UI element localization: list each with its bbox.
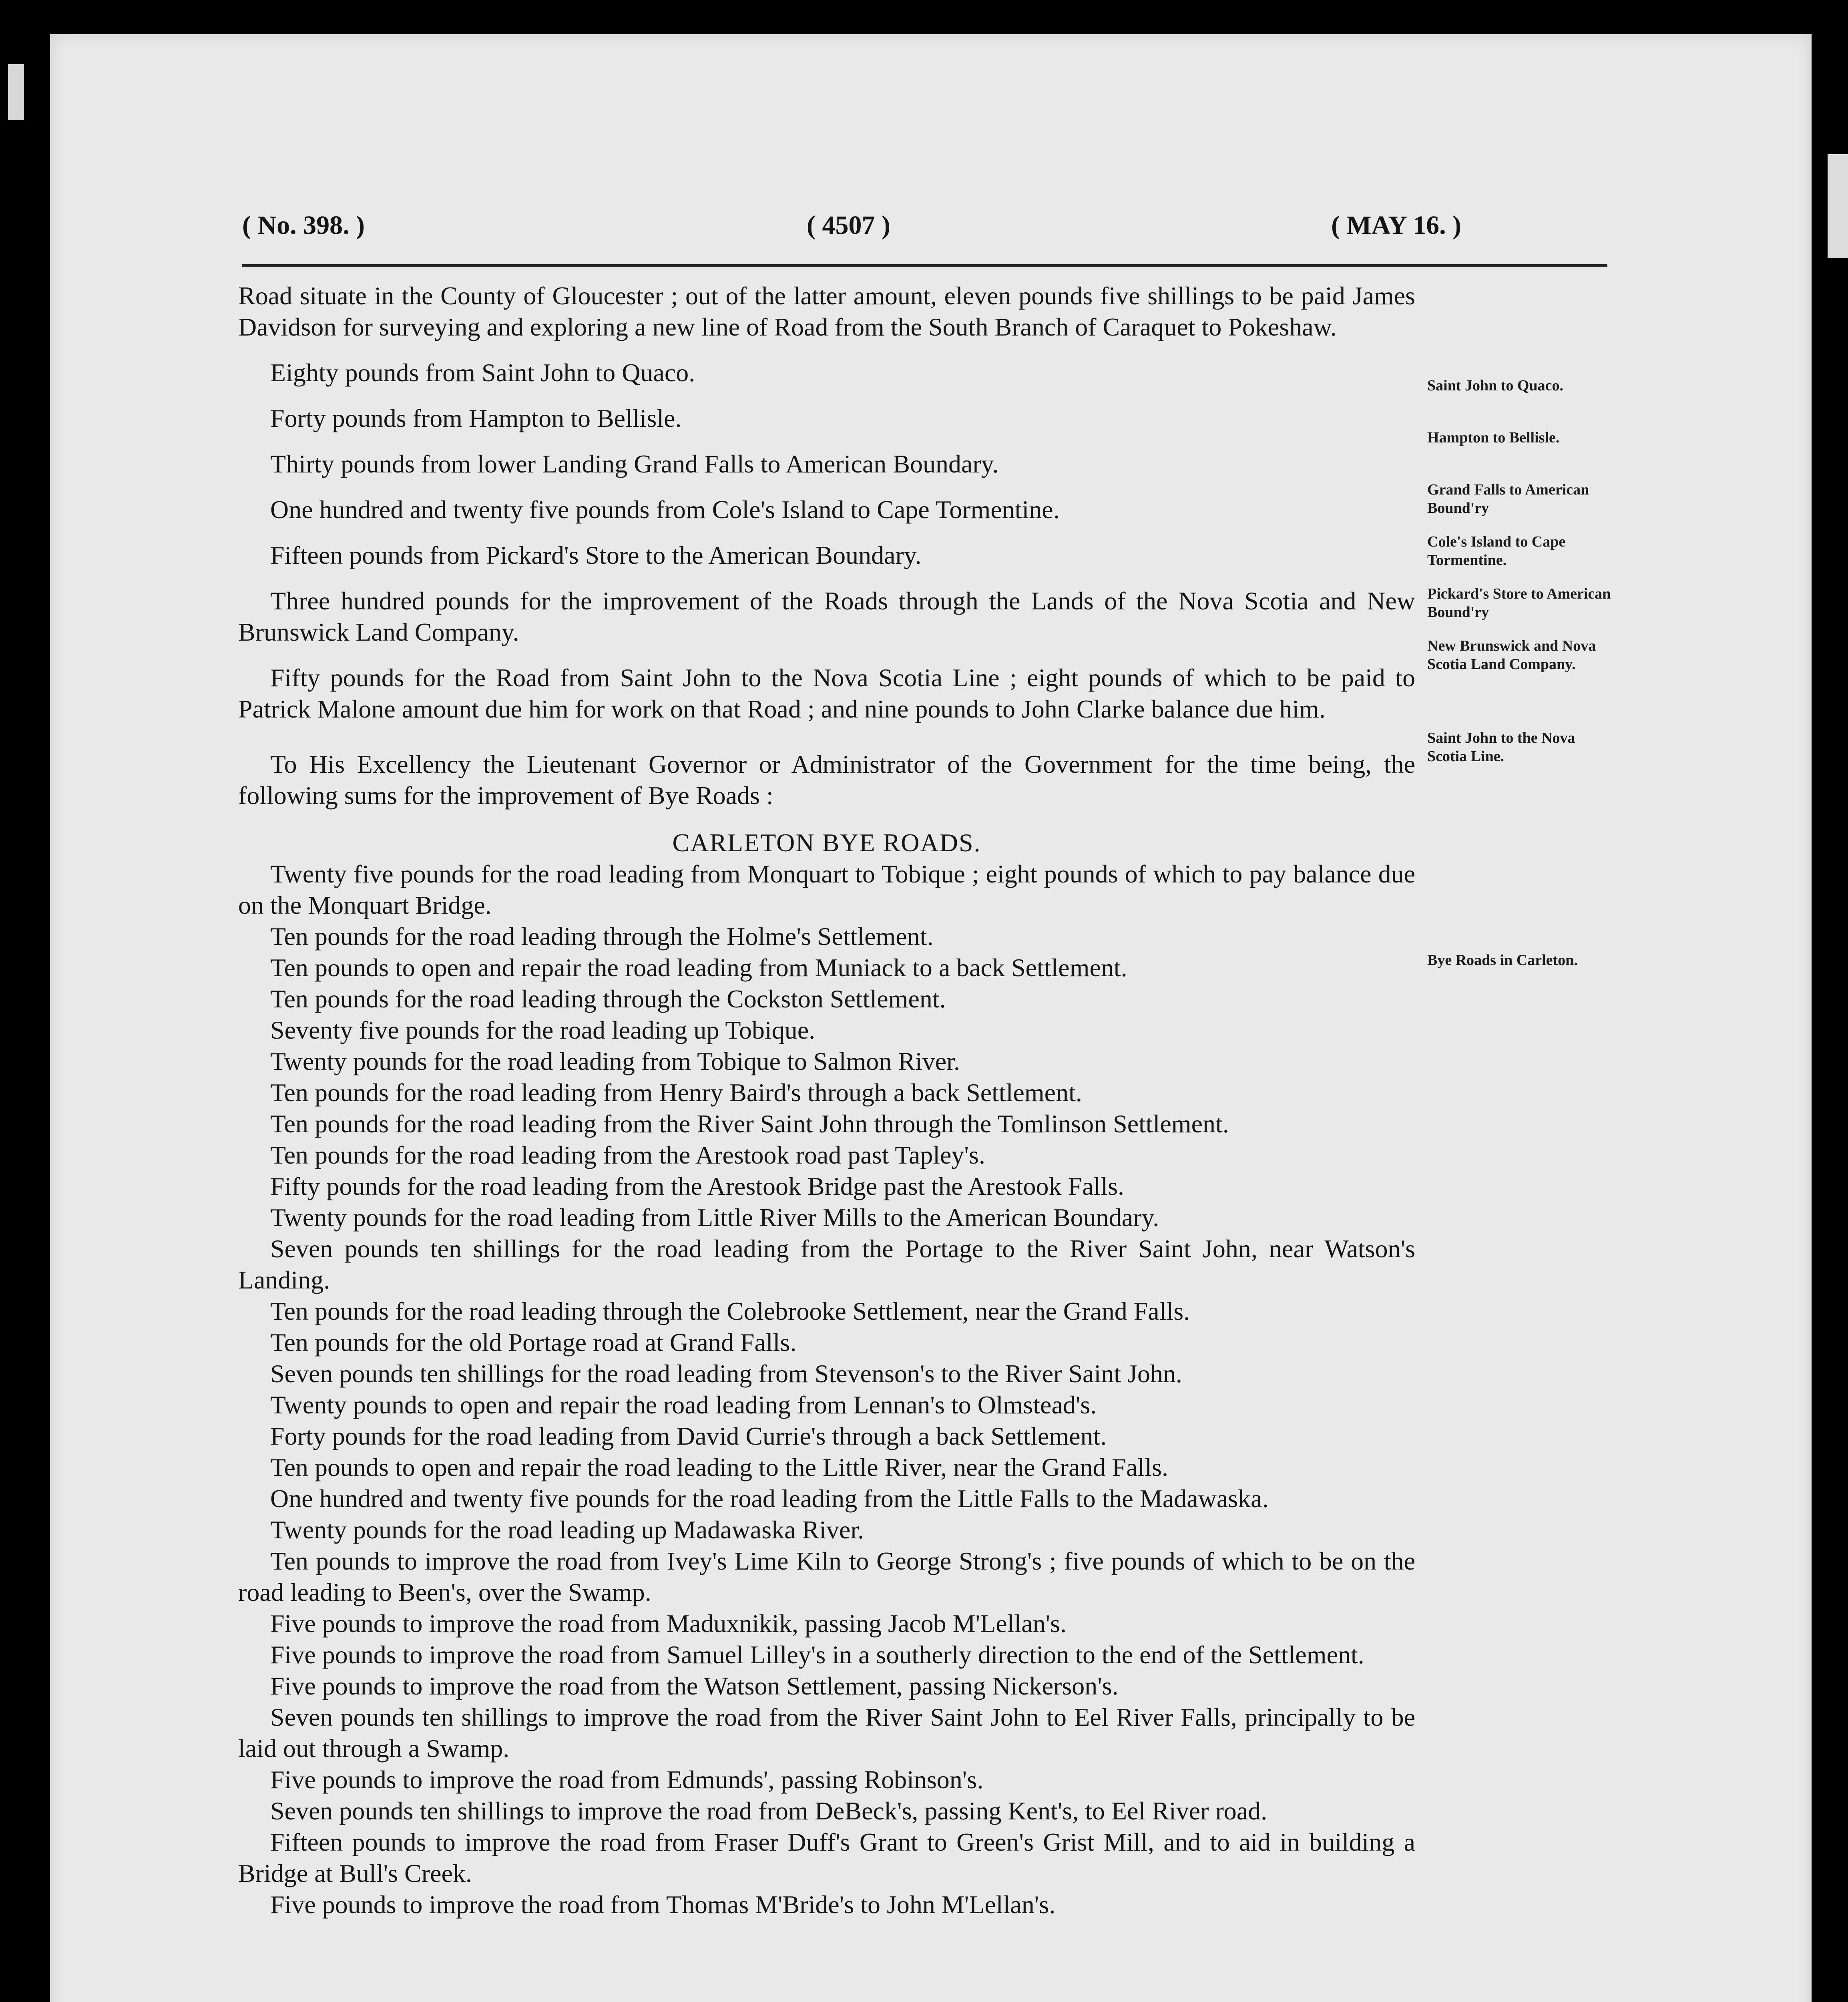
margin-note: Pickard's Store to American Bound'ry xyxy=(1427,585,1611,621)
section-heading: CARLETON BYE ROADS. xyxy=(672,828,981,857)
paragraph: Fifteen pounds from Pickard's Store to the American Boundary. xyxy=(270,541,922,569)
header-date: ( MAY 16. ) xyxy=(1331,211,1462,240)
margin-note: Grand Falls to American Bound'ry xyxy=(1427,481,1589,517)
list-item: Seven pounds ten shillings for the road leading from Stevenson's to the River Saint John. xyxy=(270,1359,1182,1388)
margin-note: Saint John to Quaco. xyxy=(1427,377,1563,394)
list-item: Ten pounds to open and repair the road leading to the Little River, near the Grand Falls. xyxy=(270,1453,1168,1481)
list-item: Ten pounds to open and repair the road leading from Muniack to a back Settlement. xyxy=(270,953,1127,982)
body-text xyxy=(238,280,1415,1920)
list-item: Twenty pounds to open and repair the road leading from Lennan's to Olmstead's. xyxy=(270,1391,1097,1419)
paragraph: Eighty pounds from Saint John to Quaco. xyxy=(270,358,695,387)
bleed-through-mark xyxy=(1828,154,1848,258)
header-number: ( No. 398. ) xyxy=(242,211,365,240)
list-item: One hundred and twenty five pounds for the road leading from the Little Falls to the Madawaska. xyxy=(270,1484,1269,1513)
list-item: Five pounds to improve the road from Samuel Lilley's in a southerly direction to the end of the Settlement. xyxy=(270,1640,1364,1669)
margin-note: Bye Roads in Carleton. xyxy=(1427,952,1578,969)
list-item: Seven pounds ten shillings to improve the road from the River Saint John to Eel River Falls, principally to be laid out through a Swamp. xyxy=(238,1703,1415,1763)
list-item: Fifteen pounds to improve the road from Fraser Duff's Grant to Green's Grist Mill, and to aid in building a Bridge at Bull's Creek. xyxy=(238,1828,1415,1887)
list-item: Twenty pounds for the road leading from Little River Mills to the American Boundary. xyxy=(270,1203,1159,1232)
scan-edge-strip xyxy=(8,64,24,120)
paragraph: Fifty pounds for the Road from Saint John to the Nova Scotia Line ; eight pounds of which to be paid to Patrick Malone amount due him for work on that Road ; and nine pounds to John Clarke balance due him. xyxy=(238,663,1415,723)
list-item: Ten pounds for the road leading from the River Saint John through the Tomlinson Settlement. xyxy=(270,1110,1229,1138)
list-item: Twenty pounds for the road leading from Tobique to Salmon River. xyxy=(270,1047,960,1075)
margin-note: Hampton to Bellisle. xyxy=(1427,429,1560,446)
paragraph: Forty pounds from Hampton to Bellisle. xyxy=(270,404,682,432)
list-item: Ten pounds for the old Portage road at Grand Falls. xyxy=(270,1328,797,1357)
paragraph: One hundred and twenty five pounds from Cole's Island to Cape Tormentine. xyxy=(270,495,1060,524)
header-page-number: ( 4507 ) xyxy=(807,211,890,240)
margin-note: Saint John to the Nova Scotia Line. xyxy=(1427,730,1575,765)
list-item: Five pounds to improve the road from Edmunds', passing Robinson's. xyxy=(270,1765,984,1794)
list-item: Ten pounds for the road leading through the Colebrooke Settlement, near the Grand Falls. xyxy=(270,1297,1190,1325)
list-item: Seven pounds ten shillings to improve the road from DeBeck's, passing Kent's, to Eel River road. xyxy=(270,1797,1267,1825)
list-item: Fifty pounds for the road leading from the Arestook Bridge past the Arestook Falls. xyxy=(270,1172,1124,1200)
list-item: Ten pounds to improve the road from Ivey's Lime Kiln to George Strong's ; five pounds of which to be on the road leading to Been's, over the Swamp. xyxy=(238,1547,1415,1606)
list-item: Seventy five pounds for the road leading up Tobique. xyxy=(270,1016,816,1044)
paragraph: To His Excellency the Lieutenant Governor or Administrator of the Government for the time being, the following sums for the improvement of Bye Roads : xyxy=(238,750,1415,810)
margin-note: New Brunswick and Nova Scotia Land Company. xyxy=(1427,637,1596,673)
list-item: Twenty pounds for the road leading up Madawaska River. xyxy=(270,1516,864,1544)
list-item: Five pounds to improve the road from Maduxnikik, passing Jacob M'Lellan's. xyxy=(270,1609,1067,1638)
bye-roads-list xyxy=(238,858,1415,1920)
page-header xyxy=(50,210,1611,246)
list-item: Forty pounds for the road leading from David Currie's through a back Settlement. xyxy=(270,1422,1107,1450)
list-item: Seven pounds ten shillings for the road leading from the Portage to the River Saint John, near Watson's Landing. xyxy=(238,1234,1415,1294)
paragraph: Road situate in the County of Gloucester ; out of the latter amount, eleven pounds five shillings to be paid James Davidson for surveying and exploring a new line of Road from the South Branch of Caraquet to Pokeshaw. xyxy=(238,281,1415,341)
header-rule xyxy=(242,264,1607,267)
paragraph: Thirty pounds from lower Landing Grand Falls to American Boundary. xyxy=(270,450,999,478)
list-item: Five pounds to improve the road from the Watson Settlement, passing Nickerson's. xyxy=(270,1672,1119,1700)
list-item: Ten pounds for the road leading from Henry Baird's through a back Settlement. xyxy=(270,1078,1082,1107)
paragraph: Three hundred pounds for the improvement of the Roads through the Lands of the Nova Scotia and New Brunswick Land Company. xyxy=(238,587,1415,646)
list-item: Ten pounds for the road leading through the Holme's Settlement. xyxy=(270,922,934,951)
list-item: Ten pounds for the road leading from the Arestook road past Tapley's. xyxy=(270,1141,985,1169)
list-item: Ten pounds for the road leading through the Cockston Settlement. xyxy=(270,985,946,1013)
list-item: Twenty five pounds for the road leading from Monquart to Tobique ; eight pounds of which to pay balance due on the Monquart Bridge. xyxy=(238,860,1415,919)
margin-note: Cole's Island to Cape Tormentine. xyxy=(1427,533,1566,569)
list-item: Five pounds to improve the road from Thomas M'Bride's to John M'Lellan's. xyxy=(270,1890,1056,1919)
document-page xyxy=(50,34,1812,2002)
